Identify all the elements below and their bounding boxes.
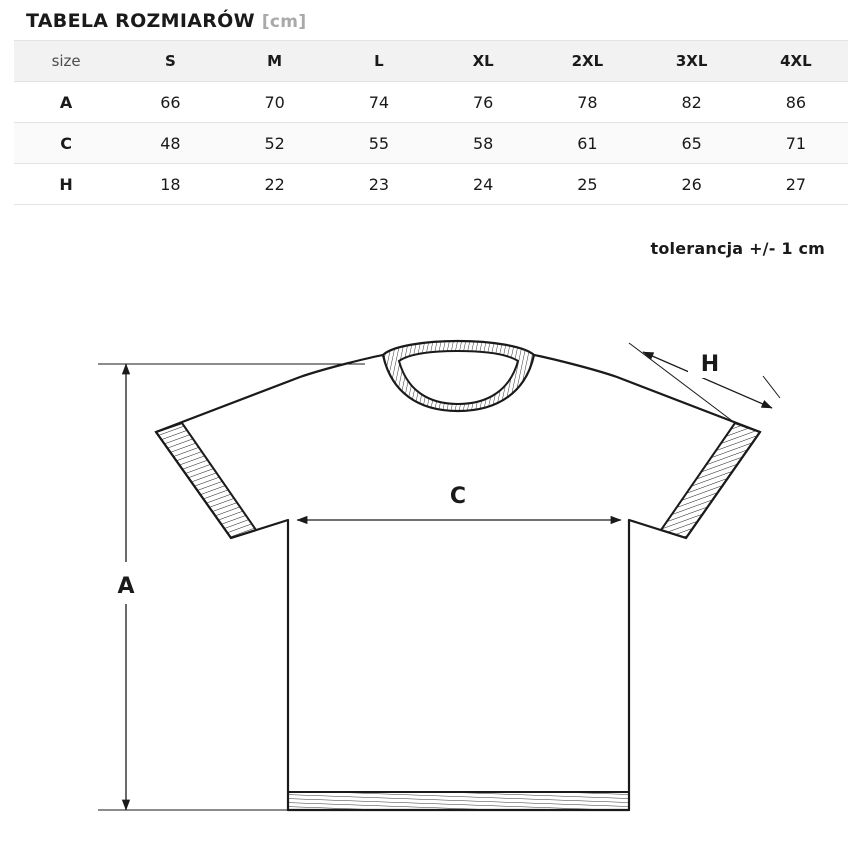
table-header-s: S [118,41,222,82]
cell-h-m: 22 [223,164,327,205]
cell-h-2xl: 25 [535,164,639,205]
table-row [14,164,848,205]
garment-diagram [0,280,861,861]
dimension-h-label: H [700,352,720,377]
table-corner-label: size [14,41,118,82]
cell-c-m: 52 [223,123,327,164]
table-header-2xl: 2XL [535,41,639,82]
cell-h-4xl: 27 [744,164,848,205]
bottom-hem [288,792,629,810]
page-title-unit: [cm] [261,12,307,32]
collar-rib [383,341,534,411]
cell-c-4xl: 71 [744,123,848,164]
cell-a-2xl: 78 [535,82,639,123]
cell-c-2xl: 61 [535,123,639,164]
cell-c-l: 55 [327,123,431,164]
size-table-head [14,41,848,82]
cell-a-3xl: 82 [640,82,744,123]
table-header-xl: XL [431,41,535,82]
table-header-l: L [327,41,431,82]
row-label-h: H [14,164,118,205]
row-label-a: A [14,82,118,123]
cell-c-s: 48 [118,123,222,164]
cell-h-3xl: 26 [640,164,744,205]
cell-a-m: 70 [223,82,327,123]
row-label-c: C [14,123,118,164]
cell-h-l: 23 [327,164,431,205]
sleeve-cuff-left [156,423,256,538]
cell-h-s: 18 [118,164,222,205]
table-row [14,82,848,123]
dimension-a-label: A [117,574,135,599]
cell-c-3xl: 65 [640,123,744,164]
cell-a-xl: 76 [431,82,535,123]
cell-c-xl: 58 [431,123,535,164]
cell-a-s: 66 [118,82,222,123]
table-header-3xl: 3XL [640,41,744,82]
dimension-c-label: C [449,484,467,509]
table-header-m: M [223,41,327,82]
tshirt-outline [156,355,760,810]
size-table-body [14,82,848,205]
cell-a-l: 74 [327,82,431,123]
cell-h-xl: 24 [431,164,535,205]
cell-a-4xl: 86 [744,82,848,123]
sleeve-cuff-right [661,423,760,538]
table-header-4xl: 4XL [744,41,848,82]
table-header-row [14,41,848,82]
page-title [0,0,861,40]
dimension-c [297,470,621,520]
dimension-a [98,364,365,810]
tolerance-note: tolerancja +/- 1 cm [650,239,825,258]
page-title-text: TABELA ROZMIARÓW [26,10,255,32]
size-table [14,40,848,205]
table-row [14,123,848,164]
